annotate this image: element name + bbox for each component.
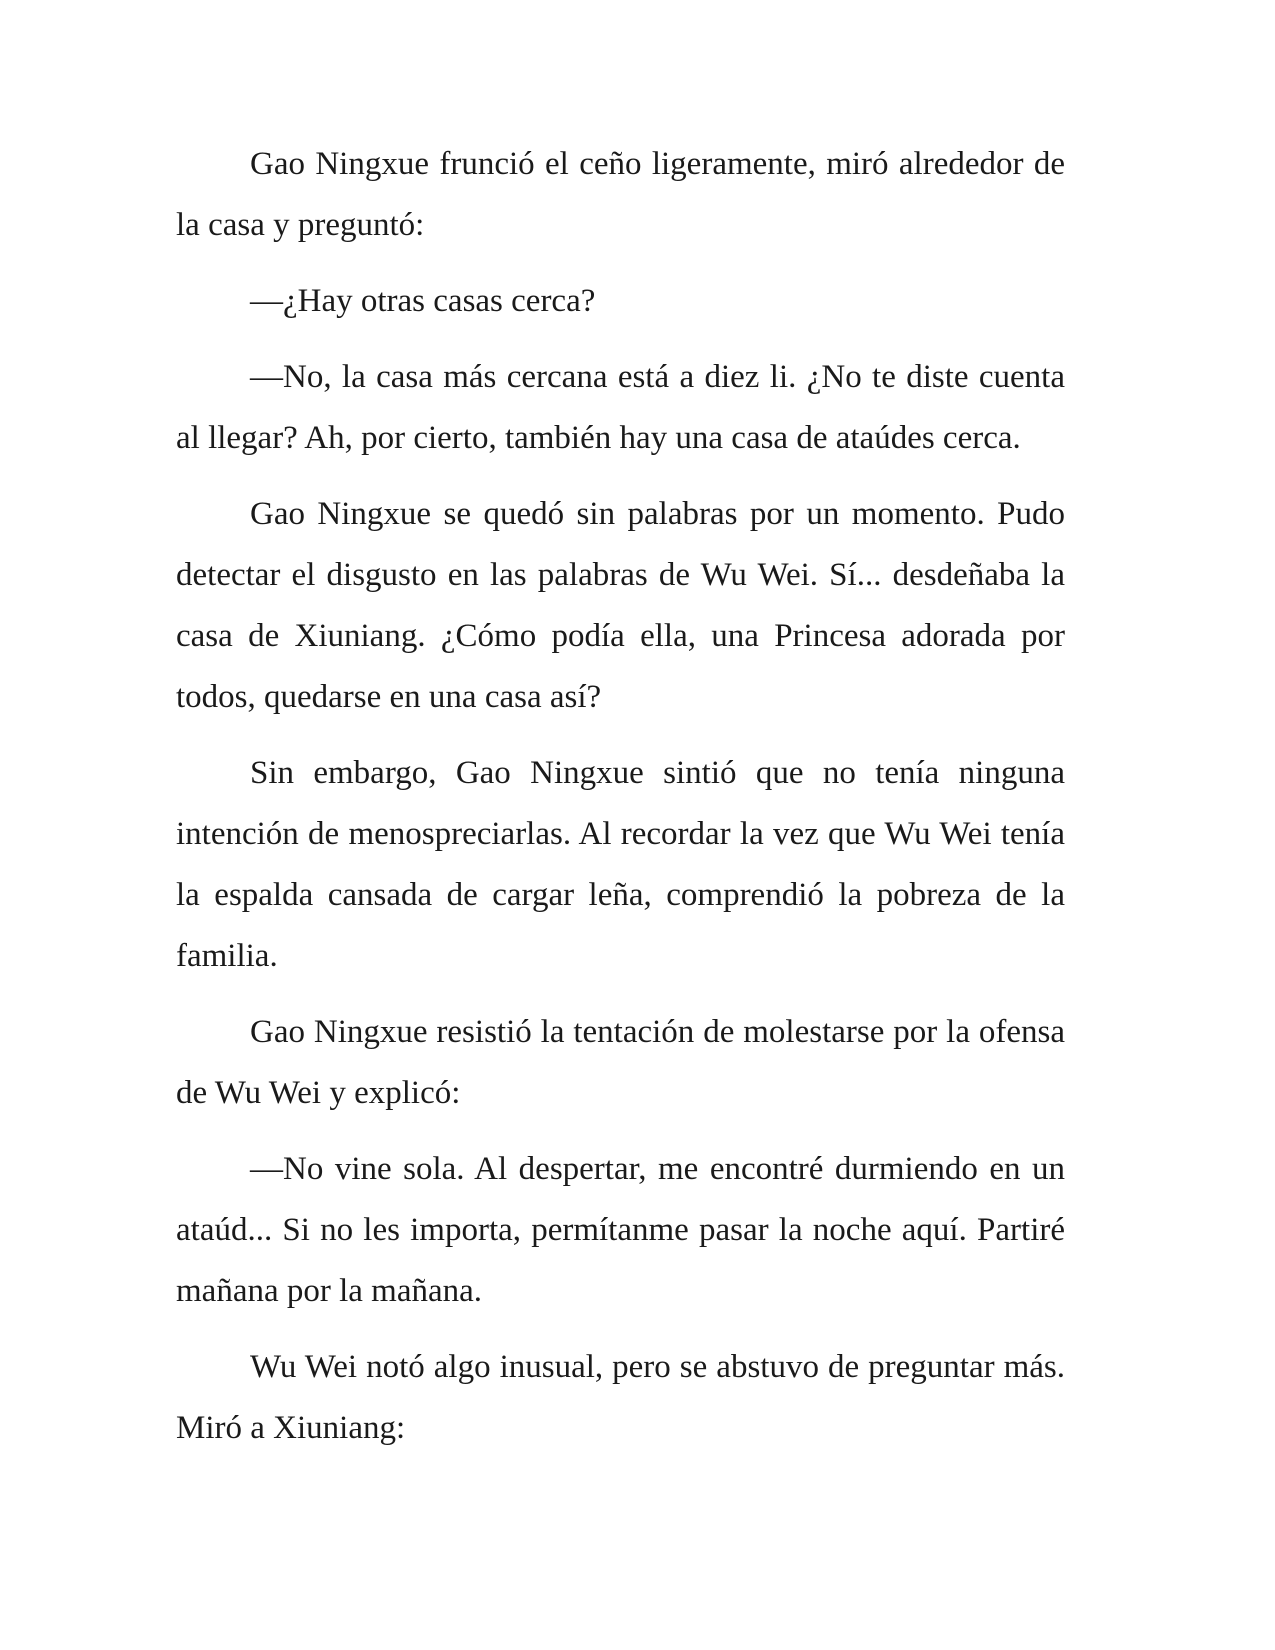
paragraph-8: Wu Wei notó algo inusual, pero se abstuvo de preguntar más. Miró a Xiuniang: <box>176 1349 1065 1446</box>
body-text <box>176 134 1065 1474</box>
paragraph-3: —No, la casa más cercana está a diez li. ¿No te diste cuenta al llegar? Ah, por cierto, también hay una casa de ataúdes cerca. <box>176 359 1065 456</box>
paragraph-2: —¿Hay otras casas cerca? <box>250 283 596 319</box>
paragraph-4: Gao Ningxue se quedó sin palabras por un momento. Pudo detectar el disgusto en las palabras de Wu Wei. Sí... desdeñaba la casa de Xiuniang. ¿Cómo podía ella, una Princesa adorada por todos, quedarse en una casa así? <box>176 496 1065 715</box>
paragraph-5: Sin embargo, Gao Ningxue sintió que no tenía ninguna intención de menospreciarlas. Al recordar la vez que Wu Wei tenía la espalda cansada de cargar leña, comprendió la pobreza de la familia. <box>176 755 1065 974</box>
paragraph-1: Gao Ningxue frunció el ceño ligeramente, miró alrededor de la casa y preguntó: <box>176 146 1065 243</box>
paragraph-6: Gao Ningxue resistió la tentación de molestarse por la ofensa de Wu Wei y explicó: <box>176 1014 1065 1111</box>
paragraph-7: —No vine sola. Al despertar, me encontré durmiendo en un ataúd... Si no les importa, permítanme pasar la noche aquí. Partiré mañana por la mañana. <box>176 1151 1065 1309</box>
